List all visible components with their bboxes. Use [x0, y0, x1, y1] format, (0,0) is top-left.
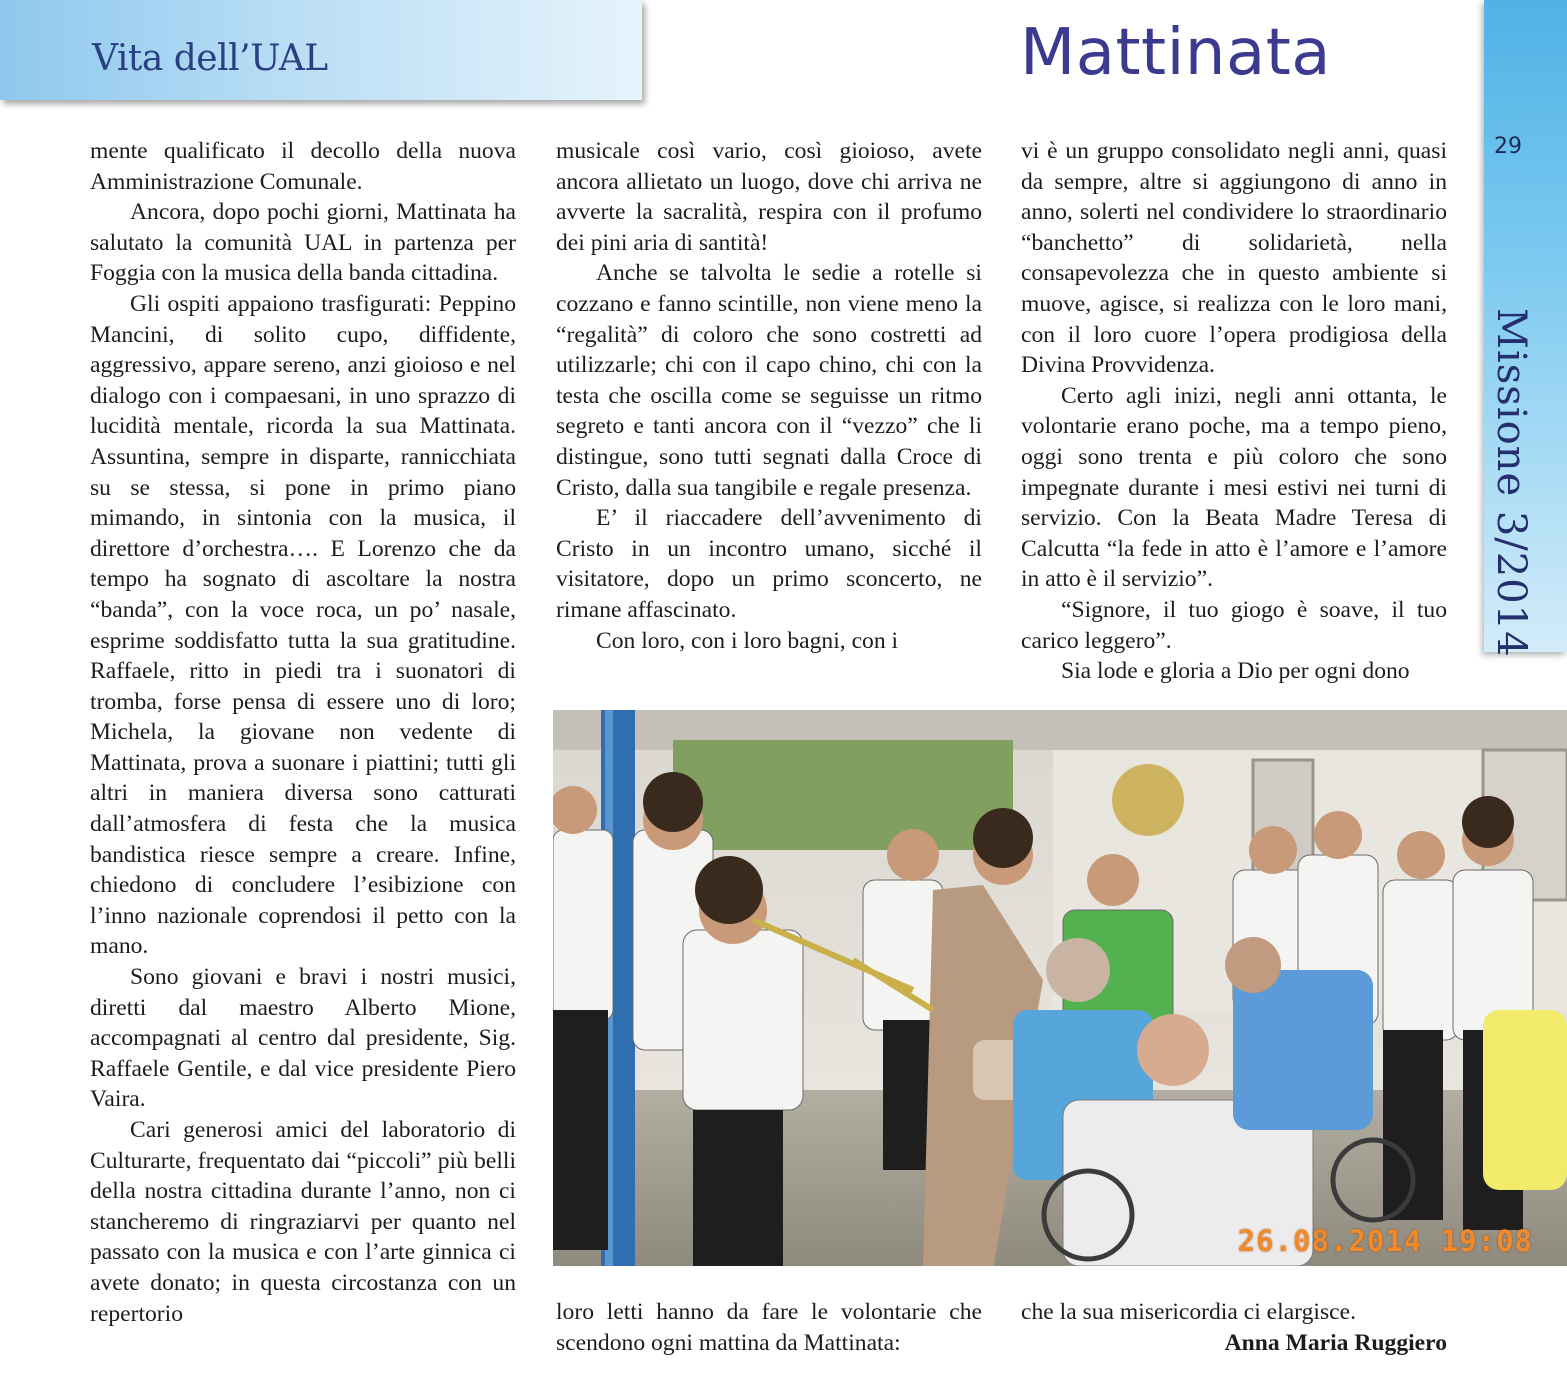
paragraph: Anche se talvolta le sedie a rotelle si cozzano e fanno scintille, non viene meno la “regalità” di coloro che sono costretti ad utilizzarle; chi con il capo chino, chi con la testa che oscilla come se seguisse un ritmo segreto e tanti ancora con il “vezzo” che li distingue, sono tutti segnati dalla Croce di Cristo, dalla sua tangibile e regale presenza. [556, 260, 982, 501]
paragraph: che la sua misericordia ci elargisce. [1021, 1299, 1356, 1325]
paragraph: vi è un gruppo consolidato negli anni, quasi da sempre, altre si aggiungono di anno in anno, solerti nel condividere lo straordinario “banchetto” di solidarietà, nella consapevolezza che in questo ambiente si muove, agisce, si realizza con le loro mani, con il loro cuore l’opera prodigiosa della Divina Provvidenza. [1021, 138, 1447, 379]
section-title: Vita dell’UAL [92, 38, 328, 79]
article-title: Mattinata [1020, 16, 1331, 90]
band-concert-photo [553, 710, 1567, 1266]
paragraph: Con loro, con i loro bagni, con i [596, 627, 899, 654]
paragraph: “Signore, il tuo giogo è soave, il tuo carico leggero”. [1021, 596, 1447, 654]
paragraph: Gli ospiti appaiono trasfigurati: Peppino Mancini, di solito cupo, diffidente, aggressivo, appare sereno, anzi gioioso e nel dialogo con i compaesani, in uno sprazzo di lucidità mentale, ricorda la sua Mattinata. Assuntina, sempre in disparte, rannicchiata su se stessa, si pone in primo piano mimando, in sintonia con la musica, il direttore d’orchestra…. E Lorenzo che da tempo ha sognato di ascoltare la nostra “banda”, con la voce roca, un po’ nasale, esprime soddisfatto tutta la sua gratitudine. Raffaele, ritto in piedi tra i suonatori di tromba, forse pensa di essere uno di loro; Michela, la giovane non vedente di Mattinata, prova a suonare i piattini; tutti gli altri in maniera diversa sono catturati dall’atmosfera di festa che la musica bandistica riesce sempre a creare. Infine, chiedono di concludere l’esibizione con l’inno nazionale coprendosi il petto con la mano. [90, 290, 516, 960]
paragraph: Sono giovani e bravi i nostri musici, diretti dal maestro Alberto Mione, accompagnati al centro dal presidente, Sig. Raffaele Gentile, e dal vice presidente Piero Vaira. [90, 964, 516, 1113]
page-number: 29 [1494, 134, 1522, 159]
paragraph: Certo agli inizi, negli anni ottanta, le volontarie erano poche, ma a tempo pieno, oggi sono trenta e più coloro che sono impegnate durante i mesi estivi nei turni di servizio. Con la Beata Madre Teresa di Calcutta “la fede in atto è l’amore e l’amore in atto è il servizio”. [1021, 382, 1447, 593]
paragraph: Sia lode e gloria a Dio per ogni dono [1061, 658, 1410, 685]
text-column-2 [556, 136, 982, 656]
text-column-3-continued [1021, 1297, 1447, 1358]
paragraph: Ancora, dopo pochi giorni, Mattinata ha salutato la comunità UAL in partenza per Foggia con la musica della banda cittadina. [90, 199, 516, 287]
paragraph: loro letti hanno da fare le volontarie che scendono ogni mattina da Mattinata: [556, 1299, 982, 1356]
paragraph: mente qualificato il decollo della nuova Amministrazione Comunale. [90, 138, 516, 195]
text-column-3 [1021, 136, 1447, 687]
paragraph: E’ il riaccadere dell’avvenimento di Cristo in un incontro umano, sicché il visitatore, dopo un primo sconcerto, ne rimane affascinato. [556, 505, 982, 623]
paragraph: musicale così vario, così gioioso, avete ancora allietato un luogo, dove chi arriva ne avverte la sacralità, respira con il profumo dei pini aria di santità! [556, 138, 982, 256]
issue-label: Missione 3/2014 [1488, 308, 1534, 658]
text-column-1 [90, 136, 516, 1329]
paragraph: Cari generosi amici del laboratorio di Culturarte, frequentato dai “piccoli” più belli della nostra cittadina durante l’anno, non ci stancheremo di ringraziarvi per quanto nel passato con la musica e con l’arte ginnica ci avete donato; in questa circostanza con un repertorio [90, 1117, 516, 1327]
photo-timestamp: 26.08.2014 19:08 [1237, 1224, 1533, 1258]
photo-scene [553, 710, 1567, 1266]
author-signature: Anna Maria Ruggiero [1224, 1329, 1447, 1356]
text-column-2-continued [556, 1297, 982, 1358]
